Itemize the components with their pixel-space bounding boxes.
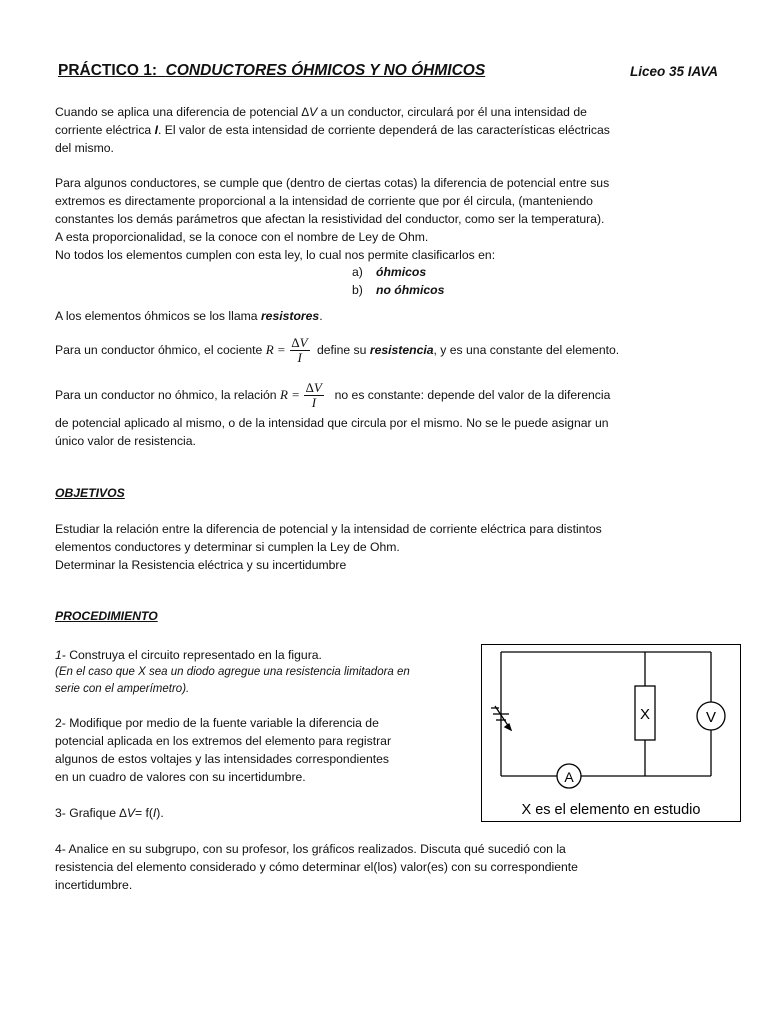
step-2: 2- Modifique por medio de la fuente variable la diferencia de potencial aplicada en los extremos del elemento para registrar algunos de estos voltajes y las intensidades correspondientes en un cuadro de valores con su incertidumbre. <box>55 716 392 784</box>
element-x-label: X <box>639 706 651 723</box>
diagram-caption: X es el elemento en estudio <box>521 802 701 818</box>
ohm-line-2: extremos es directamente proporcional a la intensidad de corriente que por él circula, (manteniendo <box>55 194 593 208</box>
procedure-heading: PROCEDIMIENTO <box>55 609 158 623</box>
formula-fraction: $\frac{\Delta V}{I}$ <box>291 335 308 366</box>
ohm-line-4: A esta proporcionalidad, se la conoce con el nombre de Ley de Ohm. <box>55 230 429 244</box>
objectives-heading: OBJETIVOS <box>55 486 125 500</box>
intro-line-2: corriente eléctrica I. El valor de esta intensidad de corriente dependerá de las características eléctricas <box>55 123 610 137</box>
current-symbol: I <box>154 123 158 137</box>
delta-v-symbol: ∆V <box>119 806 135 820</box>
formula-lhs: R = <box>279 387 300 402</box>
ohmic-definition: Para un conductor óhmico, el cociente R = $\frac{\Delta V}{I}$ define su resistencia, y es una constante del elemento. <box>55 335 620 366</box>
formula-lhs: R = <box>265 342 286 357</box>
resistance-term: resistencia <box>369 343 434 357</box>
classification-list <box>352 263 444 299</box>
formula-fraction: $\frac{\Delta V}{I}$ <box>305 380 322 411</box>
voltmeter-label: V <box>705 709 717 726</box>
page-header <box>58 62 718 86</box>
current-symbol: I <box>152 806 157 820</box>
nonohmic-definition-cont: de potencial aplicado al mismo, o de la intensidad que circula por el mismo. No se le puede asignar un único valor de resistencia. <box>55 416 609 448</box>
ohm-line-1: Para algunos conductores, se cumple que (dentro de ciertas cotas) la diferencia de potencial entre sus <box>55 176 610 190</box>
school-name: Liceo 35 IAVA <box>629 64 718 79</box>
intro-paragraph <box>55 103 713 157</box>
resistors-paragraph: A los elementos óhmicos se los llama resistores. <box>55 309 323 323</box>
step-1: 1- Construya el circuito representado en la figura. (En el caso que X sea un diodo agregue una resistencia limitadora en serie con el amperímetro). <box>55 646 455 698</box>
list-item: a) óhmicos <box>352 265 427 279</box>
diagram-frame <box>482 645 741 822</box>
ohm-line-5: No todos los elementos cumplen con esta ley, lo cual nos permite clasificarlos en: <box>55 248 496 262</box>
step-4: 4- Analice en su subgrupo, con su profesor, los gráficos realizados. Discuta qué sucedió con la resistencia del elemento considerado y cómo determinar el(los) valor(es) con su correspondiente incertidumbre. <box>55 842 578 892</box>
intro-line-1: Cuando se aplica una diferencia de potencial ∆V a un conductor, circulará por él una intensidad de <box>55 105 587 119</box>
intro-line-3: del mismo. <box>55 141 114 155</box>
page-title <box>58 62 485 80</box>
ohm-line-3: constantes los demás parámetros que afectan la resistividad del conductor, como ser la temperatura). <box>55 212 605 226</box>
resistors-term: resistores <box>260 309 320 323</box>
delta-v-symbol: ∆V <box>301 105 318 119</box>
list-item: b) no óhmicos <box>352 283 445 297</box>
step-1-note: (En el caso que X sea un diodo agregue una resistencia limitadora en <box>55 666 410 678</box>
objectives-paragraph: Estudiar la relación entre la diferencia de potencial y la intensidad de corriente eléctrica para distintos elementos conductores y determinar si cumplen la Ley de Ohm. Determinar la Resistencia eléctrica y su incertidumbre <box>55 522 602 572</box>
circuit-diagram <box>481 644 741 822</box>
nonohmic-definition-line-1: Para un conductor no óhmico, la relación R = $\frac{\Delta V}{I}$ no es constante: depende del valor de la diferencia <box>55 380 611 411</box>
title-main: CONDUCTORES ÓHMICOS Y NO ÓHMICOS <box>165 62 486 79</box>
step-3: 3- Grafique ∆V= f(I). <box>55 806 164 820</box>
title-prefix: PRÁCTICO 1: <box>58 62 158 79</box>
ohm-law-paragraph <box>55 174 713 264</box>
ammeter-label: A <box>564 769 574 785</box>
